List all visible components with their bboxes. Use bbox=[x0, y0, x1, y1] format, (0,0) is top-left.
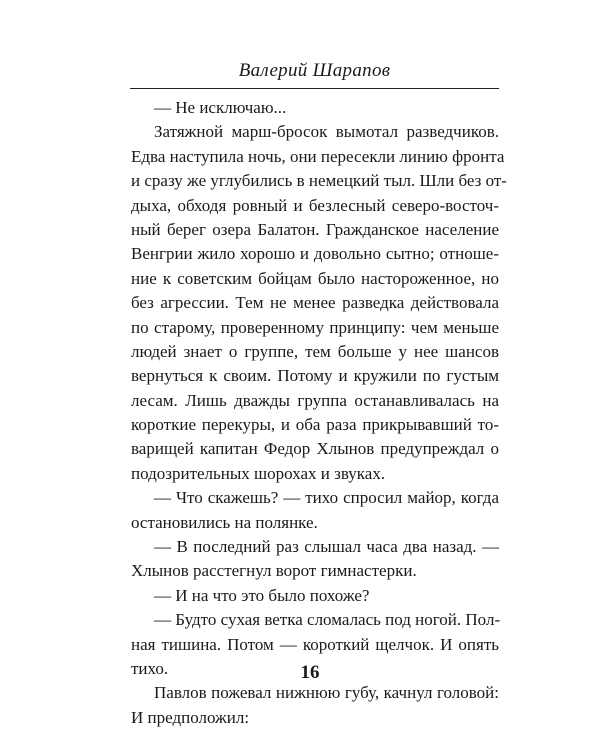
paragraph-line: варищей капитан Федор Хлынов предупреждал о bbox=[131, 439, 499, 459]
paragraph-line: без агрессии. Тем не менее разведка действовала bbox=[131, 293, 499, 313]
paragraph-line: — В последний раз слышал часа два назад. — bbox=[154, 537, 499, 557]
paragraph-line: И предположил: bbox=[131, 707, 250, 727]
paragraph-line: — Будто сухая ветка сломалась под ногой. Пол- bbox=[154, 610, 501, 630]
paragraph-line: Венгрии жило хорошо и довольно сытно; отноше- bbox=[131, 244, 499, 264]
paragraph-line: остановились на полянке. bbox=[131, 512, 318, 532]
running-header-author: Валерий Шарапов bbox=[238, 60, 391, 81]
paragraph-line: и сразу же углубились в немецкий тыл. Шли без от- bbox=[131, 171, 507, 191]
paragraph-line: дыха, обходя ровный и безлесный северо-восточ- bbox=[131, 195, 499, 215]
paragraph-line: лесам. Лишь дважды группа останавливалась на bbox=[131, 390, 499, 410]
header-divider bbox=[130, 88, 499, 89]
paragraph-line: Едва наступила ночь, они пересекли линию фронта bbox=[131, 146, 505, 166]
paragraph-line: Затяжной марш-бросок вымотал разведчиков. bbox=[154, 122, 499, 142]
paragraph-line: подозрительных шорохах и звуках. bbox=[131, 463, 386, 483]
paragraph-line: по старому, проверенному принципу: чем меньше bbox=[131, 317, 499, 337]
paragraph-line: ние к советским бойцам было настороженное, но bbox=[131, 268, 499, 288]
body-text bbox=[131, 96, 507, 730]
paragraph-line: ный берег озера Балатон. Гражданское население bbox=[131, 219, 499, 239]
paragraph-line: людей знает о группе, тем больше у нее шансов bbox=[131, 341, 499, 361]
paragraph-line: — И на что это было похоже? bbox=[154, 585, 370, 605]
page-number: 16 bbox=[300, 662, 320, 683]
paragraph-line: — Что скажешь? — тихо спросил майор, когда bbox=[154, 488, 499, 508]
paragraph-line: — Не исключаю... bbox=[154, 98, 287, 117]
paragraph-line: Павлов пожевал нижнюю губу, качнул головой: bbox=[154, 683, 499, 703]
paragraph-line: тихо. bbox=[131, 658, 169, 678]
paragraph-line: ная тишина. Потом — короткий щелчок. И опять bbox=[131, 634, 499, 654]
paragraph-line: короткие перекуры, и оба раза прикрывавший то- bbox=[131, 415, 499, 435]
paragraph-line: Хлынов расстегнул ворот гимнастерки. bbox=[131, 561, 417, 581]
paragraph-line: вернуться к своим. Потому и кружили по густым bbox=[131, 366, 499, 386]
